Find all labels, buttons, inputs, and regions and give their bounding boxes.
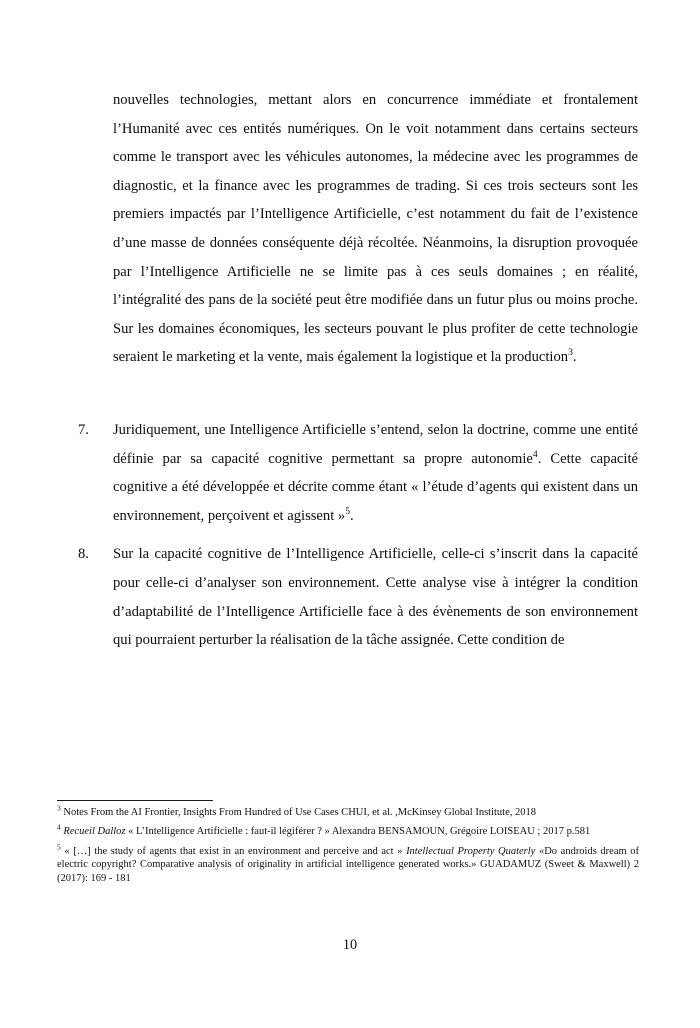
footnote-ref-5: 5 — [345, 505, 351, 517]
footnote-area — [57, 800, 639, 885]
item-spacer — [78, 530, 638, 540]
continued-paragraph — [113, 86, 638, 372]
numbered-item-7 — [78, 416, 638, 530]
footnote-5-marker: 5 — [57, 842, 61, 852]
footnote-3-marker: 3 — [57, 803, 61, 813]
continued-paragraph-text: nouvelles technologies, mettant alors en concurrence immédiate et frontalement l’Humanité avec ces entités numériques. On le voit notamment dans certains secteurs comme le transport avec les véhicules autonomes, la médecine avec les programmes de diagnostic, et la finance avec les programmes de trading. Si ces trois secteurs sont les premiers impactés par l’Intelligence Artificielle, c’est notamment du fait de l’existence d’une masse de données conséquente déjà récoltée. Néanmoins, la disruption provoquée par l’Intelligence Artificielle ne se limite pas à ces seuls domaines ; en réalité, l’intégralité des pans de la société peut être modifiée dans un futur plus ou moins proche. Sur les domaines économiques, les secteurs pouvant le plus profiter de cette technologie seraient le marketing et la vente, mais également la logistique et la production — [113, 92, 638, 366]
footnote-4-marker: 4 — [57, 822, 61, 832]
paragraph-spacer — [78, 372, 638, 416]
footnote-separator-rule — [57, 800, 213, 801]
numbered-item-7-text-part-3: . — [350, 507, 354, 524]
footnote-4 — [57, 822, 639, 838]
numbered-item-8 — [78, 540, 638, 654]
numbered-item-8-text-part-1: Sur la capacité cognitive de l’Intelligence Artificielle, celle-ci s’inscrit dans la capacité pour celle-ci d’analyser son environnement. Cette analyse vise à intégrer la condition d’adaptabilité de l’Intelligence Artificielle face à des évènements de son environnement qui pourraient perturber la réalisation de la tâche assignée. Cette condition de — [113, 546, 638, 649]
numbered-item-8-text — [113, 540, 638, 654]
footnote-ref-3: 3 — [568, 347, 573, 359]
numbered-item-7-text-part-1: Juridiquement, une Intelligence Artificielle s’entend, selon la doctrine, comme une entité définie par sa capacité cognitive permettant sa propre autonomie — [113, 421, 638, 467]
footnote-3-text: Notes From the AI Frontier, Insights From Hundred of Use Cases CHUI, et al. ,McKinsey Global Institute, 2018 — [63, 807, 537, 818]
numbered-item-8-marker: 8. — [78, 546, 89, 563]
page-number: 10 — [342, 937, 358, 953]
footnote-4-text: « L’Intelligence Artificielle : faut-il légiférer ? » Alexandra BENSAMOUN, Grégoire LOISEAU ; 2017 p.581 — [125, 826, 591, 838]
footnote-5 — [57, 842, 640, 885]
numbered-item-7-marker: 7. — [78, 421, 89, 438]
continued-paragraph-tail: . — [572, 349, 577, 366]
footnote-ref-4: 4 — [532, 448, 538, 460]
body-text-area — [78, 86, 638, 655]
footnote-5-text-lead: « […] the study of agents that exist in an environment and perceive and act » — [64, 845, 407, 857]
footnote-4-italic-title: Recueil Dalloz — [63, 826, 126, 838]
numbered-item-7-text — [113, 416, 638, 530]
footnote-3 — [57, 803, 639, 819]
footnote-5-text-tail: «Do androids dream of electric copyright? Comparative analysis of originality in artificial intelligence generated works.» GUADAMUZ (Sweet & Maxwell) 2 (2017): 169 - 181 — [57, 845, 640, 884]
footnote-5-italic-title: Intellectual Property Quaterly — [406, 845, 536, 857]
numbered-item-7-text-part-2: . Cette capacité cognitive a été développée et décrite comme étant « l’étude d’agents qui existent dans un environnement, perçoivent et agissent » — [113, 450, 638, 524]
